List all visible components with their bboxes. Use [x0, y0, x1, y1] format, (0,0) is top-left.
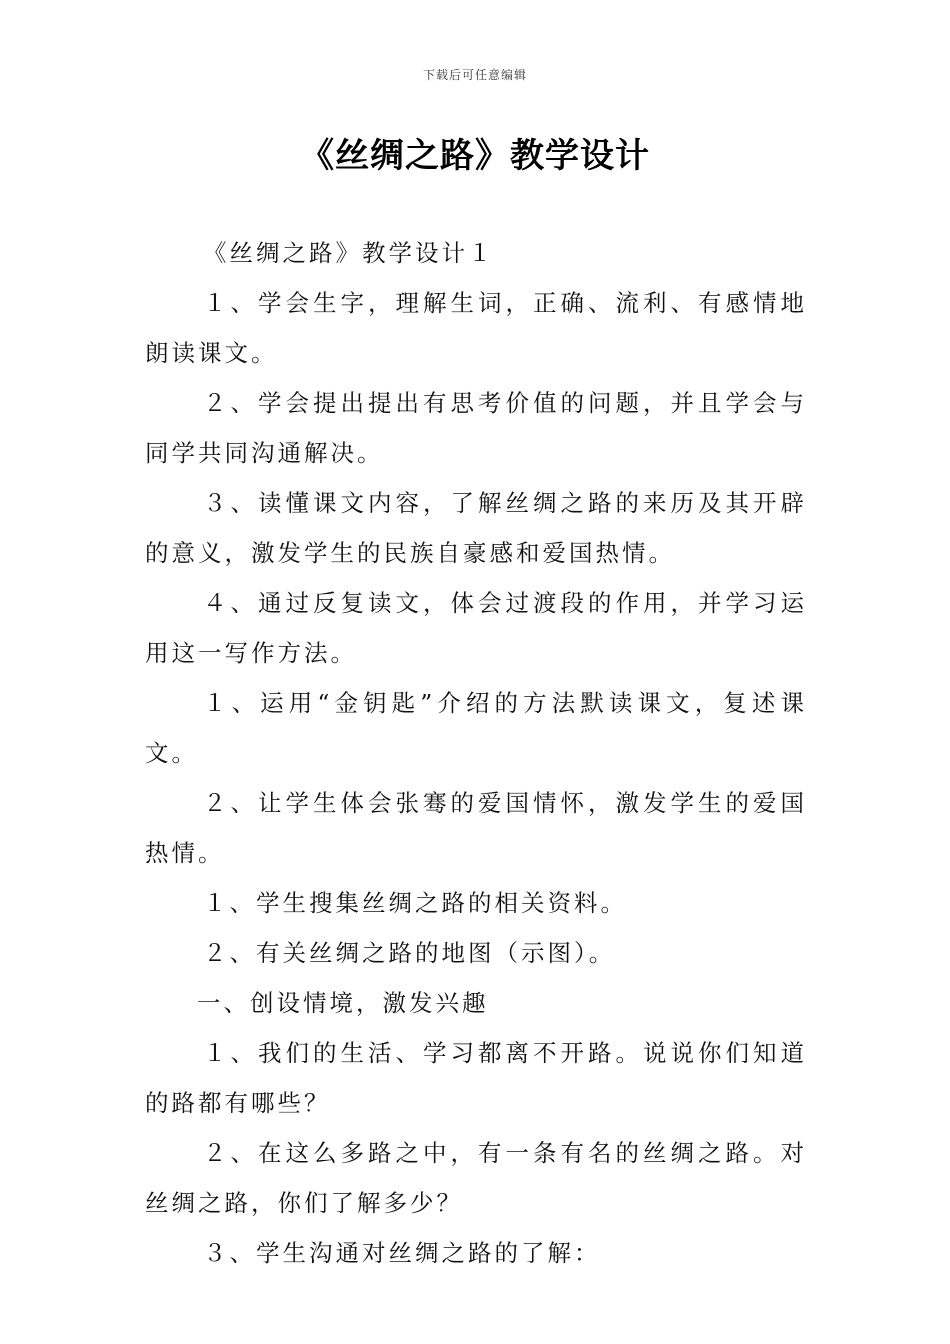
- paragraph-section-heading: 一、创设情境，激发兴趣: [197, 989, 489, 1017]
- paragraph-goal-4: ４、通过反复读文，体会过渡段的作用，并学习运用这一写作方法。: [145, 589, 807, 667]
- paragraph-key-2: ２、让学生体会张骞的爱国情怀，激发学生的爱国热情。: [145, 789, 807, 867]
- paragraph-goal-2: ２、学会提出提出有思考价值的问题，并且学会与同学共同沟通解决。: [145, 389, 807, 467]
- paragraph-key-1: １、运用“金钥匙”介绍的方法默读课文，复述课文。: [145, 689, 807, 767]
- document-title: 《丝绸之路》教学设计: [300, 136, 650, 176]
- paragraph-subtitle: 《丝绸之路》教学设计１: [203, 239, 495, 267]
- paragraph-goal-3: ３、读懂课文内容，了解丝绸之路的来历及其开辟的意义，激发学生的民族自豪感和爱国热情。: [145, 489, 807, 567]
- document-body: [145, 228, 807, 1278]
- paragraph-step-1: １、我们的生活、学习都离不开路。说说你们知道的路都有哪些？: [145, 1039, 807, 1117]
- paragraph-prep-2: ２、有关丝绸之路的地图（示图）。: [203, 939, 616, 967]
- paragraph-step-2: ２、在这么多路之中，有一条有名的丝绸之路。对丝绸之路，你们了解多少？: [145, 1139, 807, 1217]
- paragraph-goal-1: １、学会生字，理解生词，正确、流利、有感情地朗读课文。: [145, 289, 807, 367]
- paragraph-step-3: ３、学生沟通对丝绸之路的了解：: [203, 1239, 601, 1267]
- paragraph-prep-1: １、学生搜集丝绸之路的相关资料。: [203, 889, 627, 917]
- header-note: 下载后可任意编辑: [422, 68, 527, 82]
